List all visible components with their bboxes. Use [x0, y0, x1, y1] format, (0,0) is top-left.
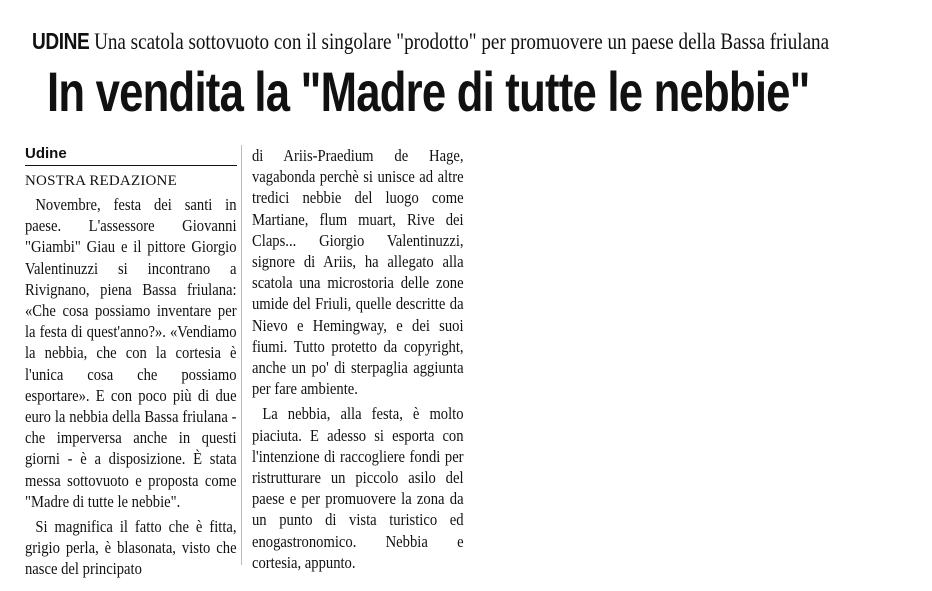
article-paragraph: Novembre, festa dei santi in paese. L'assessore Giovanni "Giambi" Giau e il pittore Giorgio Valentinuzzi si incontrano a Rivignano, piena Bassa friulana: «Che cosa possiamo inventare per la festa di quest'anno?». «Vendiamo la nebbia, che con la cortesia è l'unica cosa che possiamo esportare». E con poco più di due euro la nebbia della Bassa friulana - che imperversa anche in questi giorni - è a disposizione. È stata messa sottovuoto e proposta come "Madre di tutte le nebbie".	[25, 195, 237, 511]
article-column-1	[25, 145, 237, 584]
article-paragraph: La nebbia, alla festa, è molto piaciuta. E adesso si esporta con l'intenzione di raccogliere fondi per ristrutturare un piccolo asilo del paese e per promuovere la zona da un punto di vista turistico ed enogastronomico. Nebbia e cortesia, appunto.	[252, 404, 464, 572]
headline: In vendita la "Madre di tutte le nebbie"	[47, 60, 810, 123]
article-paragraph: Si magnifica il fatto che è fitta, grigio perla, è blasonata, visto che nasce del principato	[25, 517, 237, 579]
byline: NOSTRA REDAZIONE	[25, 173, 177, 189]
kicker-text: Una scatola sottovuoto con il singolare "prodotto" per promuovere un paese della Bassa friulana	[94, 29, 830, 54]
dateline: Udine	[25, 145, 237, 166]
article-column-2	[252, 145, 464, 577]
column-divider	[241, 145, 242, 565]
kicker-place: UDINE	[32, 28, 90, 54]
article-paragraph: di Ariis-Praedium de Hage, vagabonda perchè si unisce ad altre tredici nebbie del luogo come Martiane, flum muart, Rive dei Claps... Giorgio Valentinuzzi, signore di Ariis, ha allegato alla scatola una microstoria delle zone umide del Friuli, quelle descritte da Nievo e Hemingway, e dei suoi fiumi. Tutto protetto da copyright, anche un po' di sterpaglia aggiunta per fare ambiente.	[252, 146, 464, 399]
kicker	[32, 27, 830, 56]
